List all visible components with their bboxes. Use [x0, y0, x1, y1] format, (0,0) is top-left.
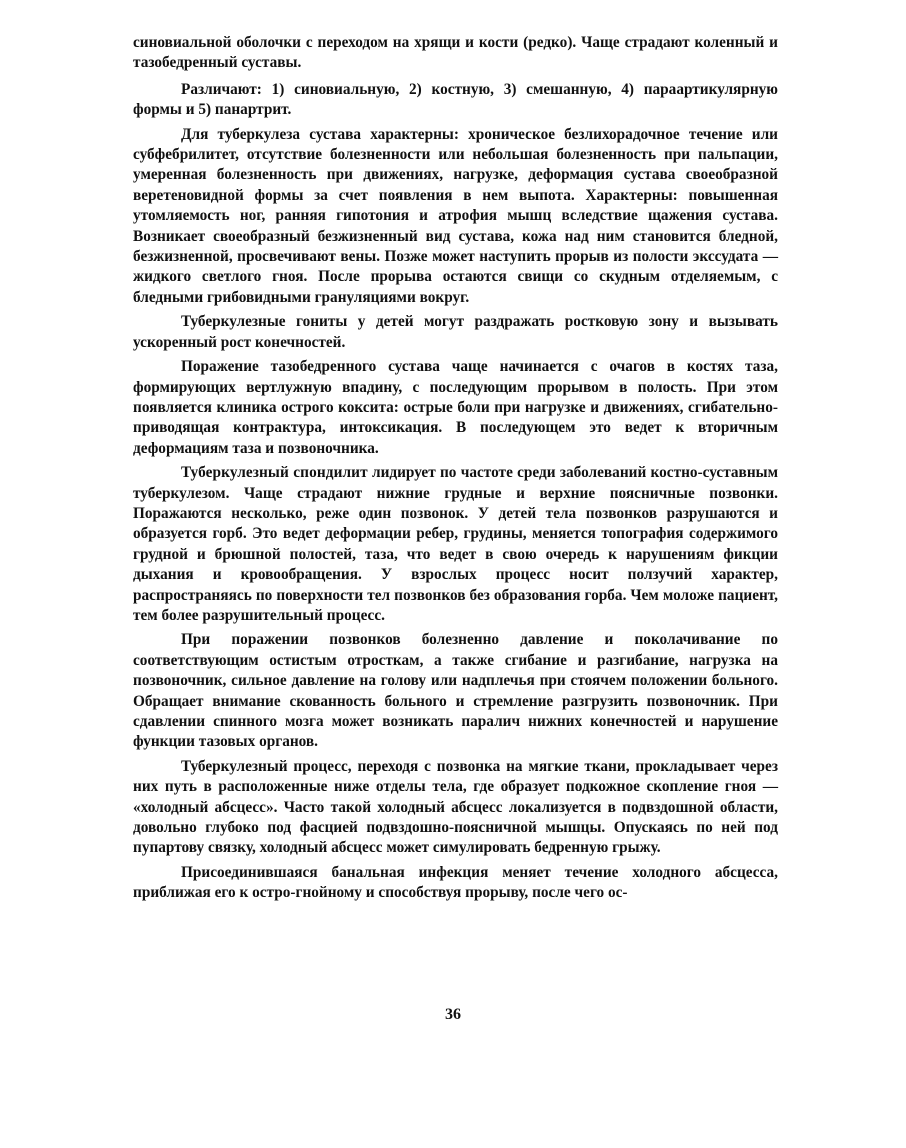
page-body-text: [133, 33, 778, 908]
paragraph-2: Различают: 1) синовиальную, 2) костную, 3) смешанную, 4) параартикулярную формы и 5) панартрит.: [133, 80, 778, 119]
paragraph-6: Туберкулезный спондилит лидирует по частоте среди заболеваний костно-суставным туберкулезом. Чаще страдают нижние грудные и верхние поясничные позвонки. Поражаются несколько, реже один позвонок. У детей тела позвонков разрушаются и образуется горб. Это ведет деформации ребер, грудины, меняется топография содержимого грудной и брюшной полостей, таза, что ведет в свою очередь к нарушениям фикции дыхания и кровообращения. У взрослых процесс носит ползучий характер, распространяясь по поверхности тел позвонков без образования горба. Чем моложе пациент, тем более разрушительный процесс.: [133, 464, 778, 624]
term-heading: Туберкулезный спондилит: [181, 464, 368, 482]
paragraph-1: синовиальной оболочки с переходом на хрящи и кости (редко). Чаще страдают коленный и тазобедренный суставы.: [133, 34, 778, 72]
paragraph-4: Туберкулезные гониты у детей могут раздражать ростковую зону и вызывать ускоренный рост конечностей.: [133, 313, 778, 351]
paragraph-7: При поражении позвонков болезненно давление и поколачивание по соответствующим остистым отросткам, а также сгибание и разгибание, нагрузка на позвоночник, сильное давление на голову или надплечья при стоячем положении больного. Обращает внимание скованность больного и стремление разгрузить позвоночник. При сдавлении спинного мозга может возникать паралич нижних конечностей и нарушение функции тазовых органов.: [133, 631, 778, 751]
paragraph-5: Поражение тазобедренного сустава чаще начинается с очагов в костях таза, формирующих вертлужную впадину, с последующим прорывом в полость. При этом появляется клиника острого коксита: острые боли при нагрузке и движениях, сгибательно-приводящая контрактура, интоксикация. В последующем это ведет к вторичным деформациям таза и позвоночника.: [133, 358, 778, 457]
paragraph-3: Для туберкулеза сустава характерны: хроническое безлихорадочное течение или субфебрилитет, отсутствие болезненности или небольшая болезненность при пальпации, умеренная болезненность при движениях, нагрузке, деформация сустава своеобразной веретеновидной формы за счет появления в нем выпота. Характерны: повышенная утомляемость ног, ранняя гипотония и атрофия мышц вследствие щажения сустава. Возникает своеобразный безжизненный вид сустава, кожа над ним становится бледной, безжизненной, просвечивают вены. Позже может наступить прорыв из полости экссудата — жидкого светлого гноя. После прорыва остаются свищи со скудным отделяемым, с бледными грибовидными грануляциями вокруг.: [133, 125, 778, 306]
paragraph-9: Присоединившаяся банальная инфекция меняет течение холодного абсцесса, приближая его к остро-гнойному и способствуя прорыву, после чего ос-: [133, 863, 778, 902]
paragraph-8: Туберкулезный процесс, переходя с позвонка на мягкие ткани, прокладывает через них путь в расположенные ниже отделы тела, где образует подкожное скопление гноя — «холодный абсцесс». Часто такой холодный абсцесс локализуется в подвздошной области, довольно глубоко под фасцией подвздошно-поясничной мышцы. Опускаясь по ней под пупартову связку, холодный абсцесс может симулировать бедренную грыжу.: [133, 757, 778, 857]
page-number: 36: [445, 1006, 461, 1023]
